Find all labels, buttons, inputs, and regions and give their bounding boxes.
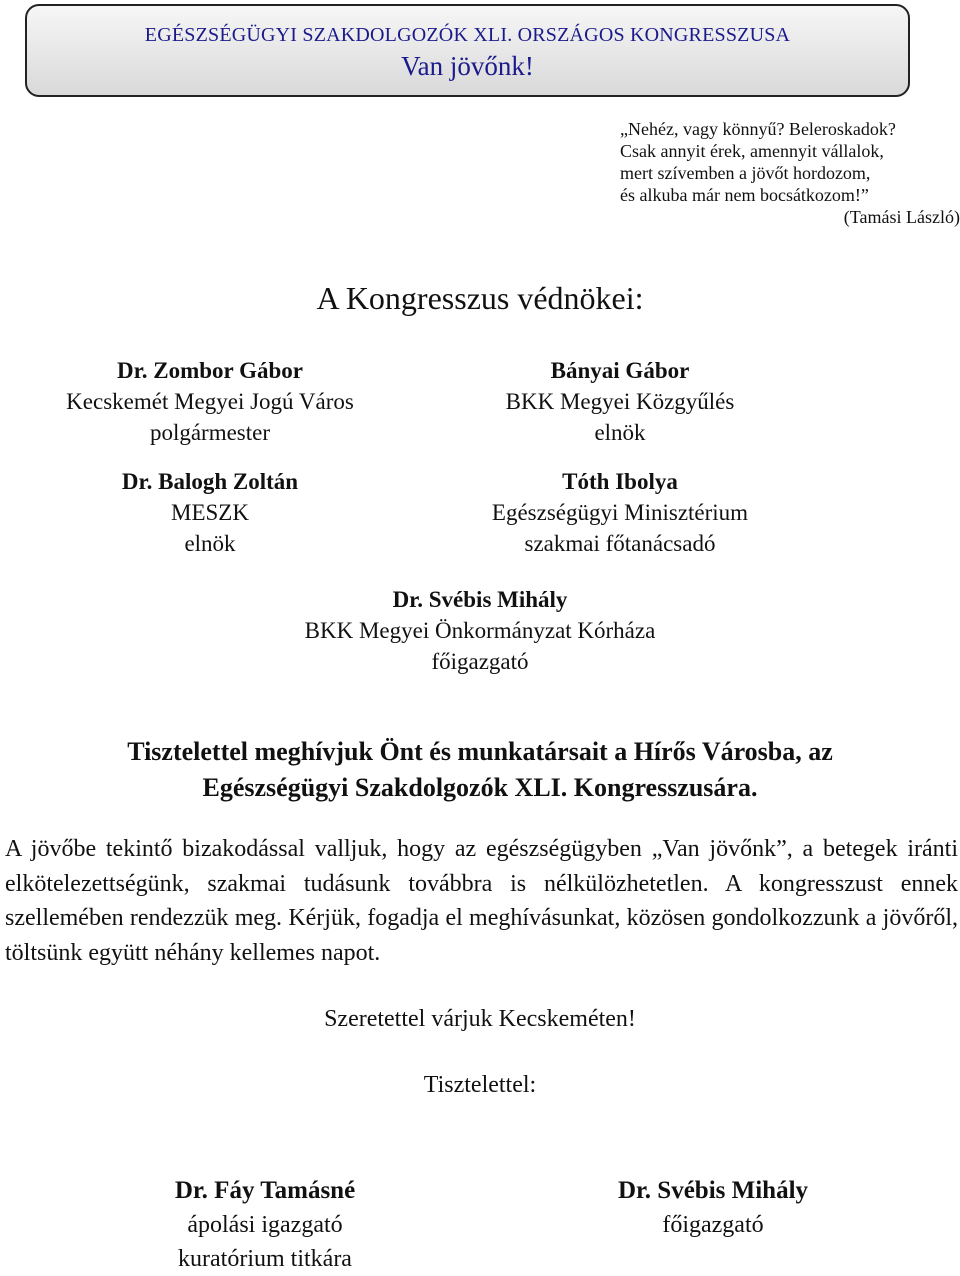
invitation-heading [0,734,960,806]
quote-line: „Nehéz, vagy könnyű? Beleroskadok? [620,119,896,139]
quote-line: Csak annyit érek, amennyit vállalok, [620,141,884,161]
closing-respect: Tisztelettel: [423,1072,537,1098]
patron-entry [430,355,810,448]
patron-name: Dr. Svébis Mihály [392,587,568,612]
patron-role: polgármester [149,420,271,445]
patron-entry [180,584,780,677]
patron-role: főigazgató [431,649,529,674]
patron-name: Bányai Gábor [550,358,690,383]
signature-block [563,1174,863,1242]
patron-name: Tóth Ibolya [562,469,678,494]
signatory-title: főigazgató [662,1212,764,1238]
invitation-line: Tisztelettel meghívjuk Önt és munkatársait a Hírős Városba, az [127,737,833,766]
patron-name: Dr. Balogh Zoltán [121,469,299,494]
invitation-line: Egészségügyi Szakdolgozók XLI. Kongresszusára. [202,773,758,802]
signature-block [115,1174,415,1276]
header-banner [25,4,910,97]
patron-organization: BKK Megyei Önkormányzat Kórháza [304,618,656,643]
patron-organization: MESZK [171,500,249,525]
patron-organization: BKK Megyei Közgyűlés [505,389,735,414]
patron-entry [430,466,810,559]
invitation-body: A jövőbe tekintő bizakodással valljuk, hogy az egészségügyben „Van jövőnk”, a betegek iránti elkötelezettségünk, szakmai tudásunk továbbra is nélkülözhetetlen. A kongresszust ennek szellemében rendezzük meg. Kérjük, fogadja el meghívásunkat, közösen gondolkozzunk a jövőről, töltsünk együtt néhány kellemes napot. [5,836,958,966]
signatory-name: Dr. Svébis Mihály [617,1177,809,1204]
congress-title: EGÉSZSÉGÜGYI SZAKDOLGOZÓK XLI. ORSZÁGOS KONGRESSZUSA [144,24,791,46]
patron-organization: Egészségügyi Minisztérium [491,500,749,525]
patron-organization: Kecskemét Megyei Jogú Város [66,389,354,414]
patron-role: elnök [594,420,646,445]
patrons-heading: A Kongresszus védnökei: [316,280,644,316]
patron-entry [30,466,390,559]
signatory-title: ápolási igazgató [187,1212,343,1238]
patron-name: Dr. Zombor Gábor [117,358,303,383]
closing-greeting: Szeretettel várjuk Kecskeméten! [324,1006,636,1032]
patron-role: szakmai főtanácsadó [524,531,716,556]
patron-role: elnök [184,531,236,556]
quote-line: és alkuba már nem bocsátkozom!” [620,185,869,205]
epigraph-quote [620,118,960,228]
patron-entry [30,355,390,448]
signatory-name: Dr. Fáy Tamásné [174,1177,356,1204]
quote-author: (Tamási László) [843,207,960,227]
congress-motto: Van jövőnk! [401,51,534,81]
signatory-title: kuratórium titkára [178,1246,352,1272]
quote-line: mert szívemben a jövőt hordozom, [620,163,871,183]
